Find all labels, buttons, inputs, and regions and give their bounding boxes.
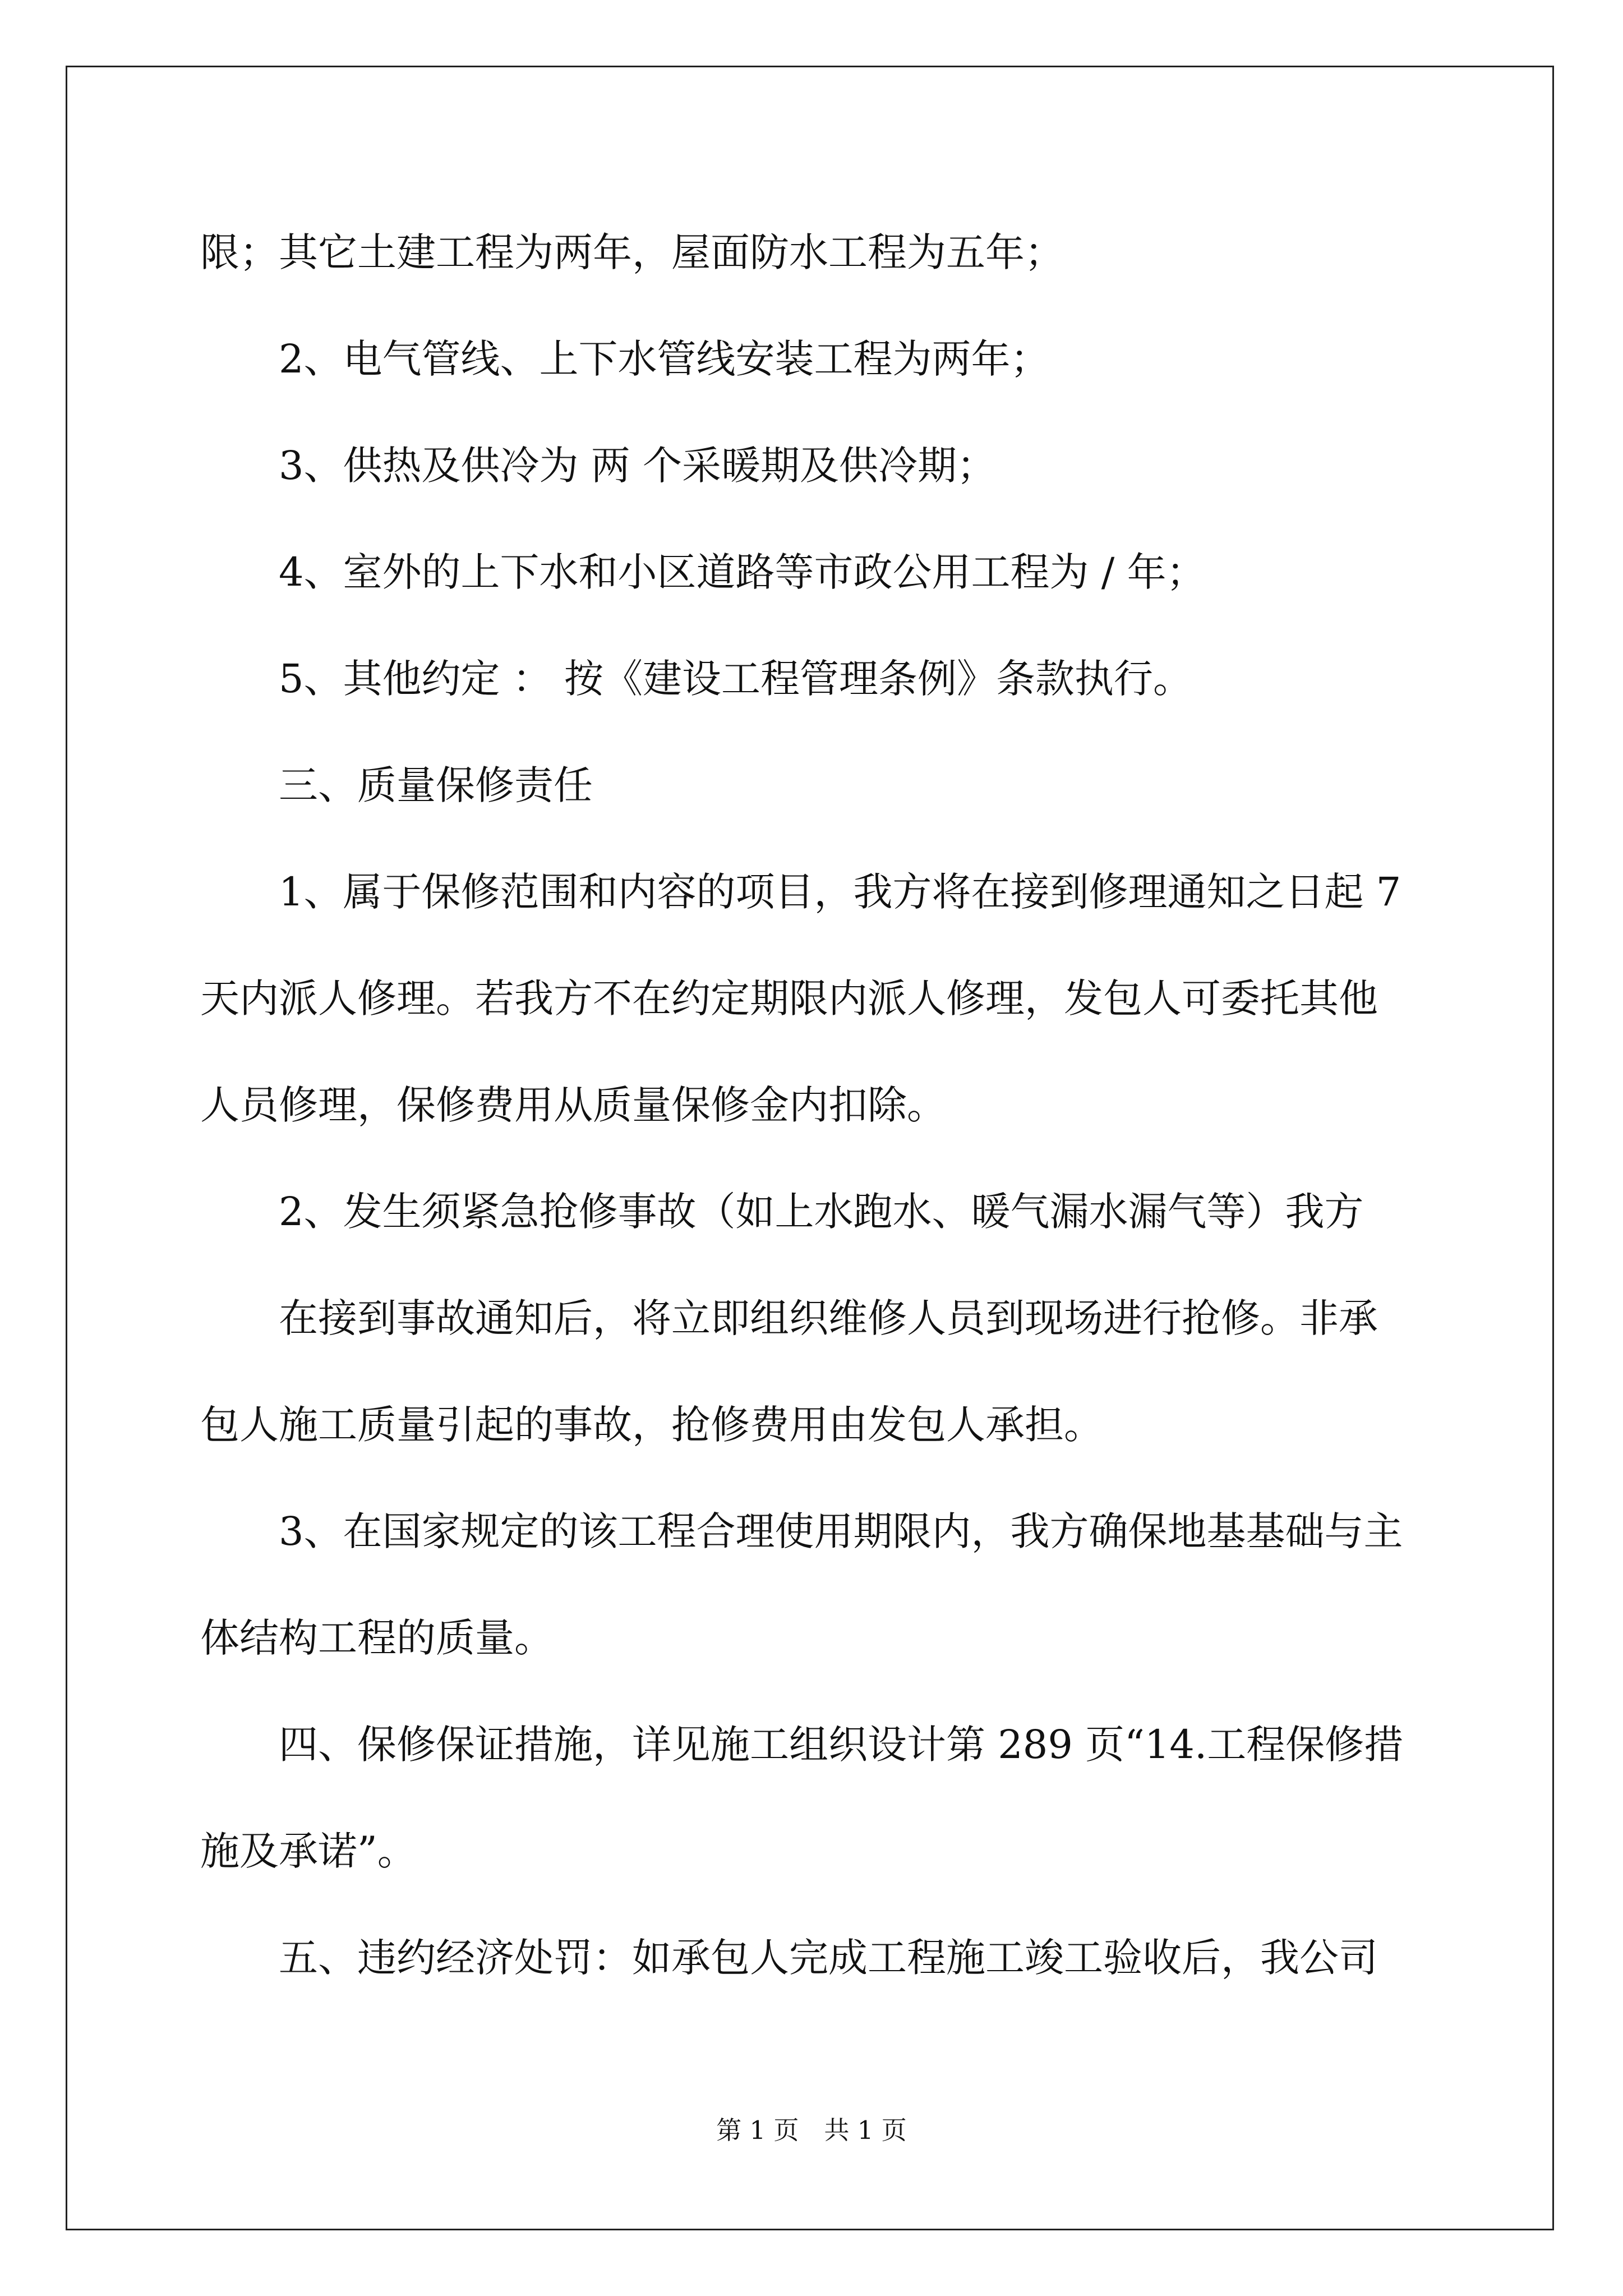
text-line: 2、电气管线、上下水管线安装工程为两年； xyxy=(279,336,1050,382)
text-line: 施及承诺”。 xyxy=(200,1828,417,1874)
text-line: 4、室外的上下水和小区道路等市政公用工程为 / 年； xyxy=(279,549,1206,595)
page-border xyxy=(66,66,1554,2230)
section-heading: 三、质量保修责任 xyxy=(279,762,593,808)
text-line: 1、属于保修范围和内容的项目，我方将在接到修理通知之日起 7 xyxy=(279,869,1401,915)
page-footer: 第 1 页 共 1 页 xyxy=(716,2115,907,2145)
text-line: 限；其它土建工程为两年，屋面防水工程为五年； xyxy=(200,229,1064,275)
text-line: 体结构工程的质量。 xyxy=(200,1615,554,1661)
text-line: 5、其他约定 ： 按《建设工程管理条例》条款执行。 xyxy=(279,656,1193,702)
text-line: 人员修理，保修费用从质量保修金内扣除。 xyxy=(200,1082,946,1128)
text-line: 包人施工质量引起的事故，抢修费用由发包人承担。 xyxy=(200,1402,1103,1448)
section-heading: 四、保修保证措施，详见施工组织设计第 289 页“14.工程保修措 xyxy=(279,1722,1404,1768)
text-line: 在接到事故通知后，将立即组织维修人员到现场进行抢修。非承 xyxy=(279,1295,1378,1341)
text-line: 2、发生须紧急抢修事故（如上水跑水、暖气漏水漏气等）我方 xyxy=(279,1189,1364,1235)
section-heading: 五、违约经济处罚：如承包人完成工程施工竣工验收后，我公司 xyxy=(279,1935,1378,1981)
text-line: 3、在国家规定的该工程合理使用期限内，我方确保地基基础与主 xyxy=(279,1508,1403,1554)
text-line: 3、供热及供冷为 两 个采暖期及供冷期； xyxy=(279,443,997,489)
text-line: 天内派人修理。若我方不在约定期限内派人修理，发包人可委托其他 xyxy=(200,976,1378,1022)
